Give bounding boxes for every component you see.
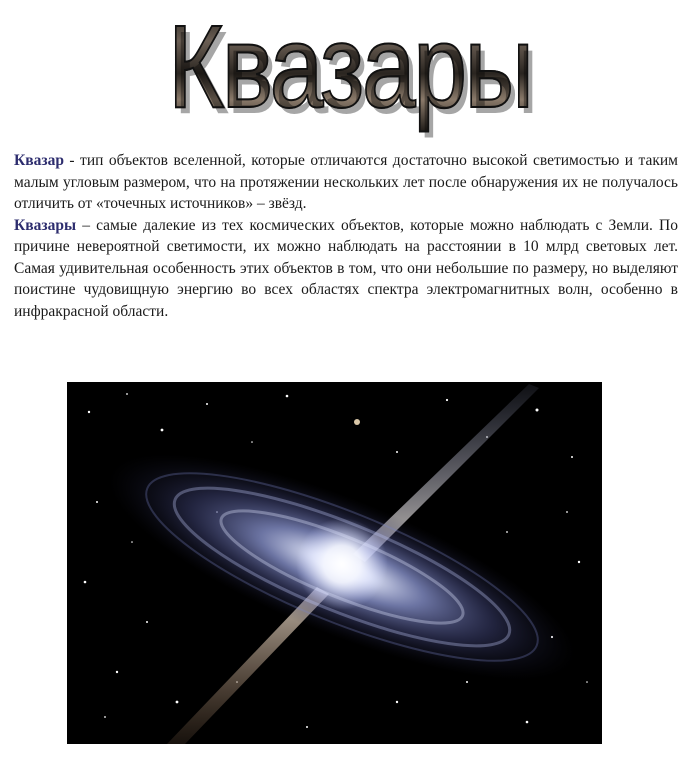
quasar-image-svg	[67, 382, 602, 744]
paragraph-quasar-definition	[14, 150, 678, 215]
paragraph-quasars-description	[14, 215, 678, 323]
paragraph-1-text: - тип объектов вселенной, которые отличаются достаточно высокой светимостью и таким малым угловым размером, что на протяжении нескольких лет после обнаружения их не получалось отличить от «точечных источников» – звёзд.	[14, 152, 678, 212]
term-quasars: Квазары	[14, 216, 77, 234]
page-title: Квазары	[168, 1, 532, 133]
term-quasar: Квазар	[14, 152, 64, 169]
title-banner	[0, 0, 700, 140]
article-text	[14, 150, 678, 322]
quasar-illustration	[67, 382, 602, 744]
quasar-core	[296, 518, 388, 610]
paragraph-2-text: – самые далекие из тех космических объектов, которые можно наблюдать с Земли. По причине невероятной светимости, их можно наблюдать на расстоянии в 10 млрд световых лет. Самая удивительная особенность этих объектов в том, что они небольшие по размеру, но выделяют поистине чудовищную энергию во всех областях спектра электромагнитных волн, особенно в инфракрасной области.	[14, 216, 678, 320]
